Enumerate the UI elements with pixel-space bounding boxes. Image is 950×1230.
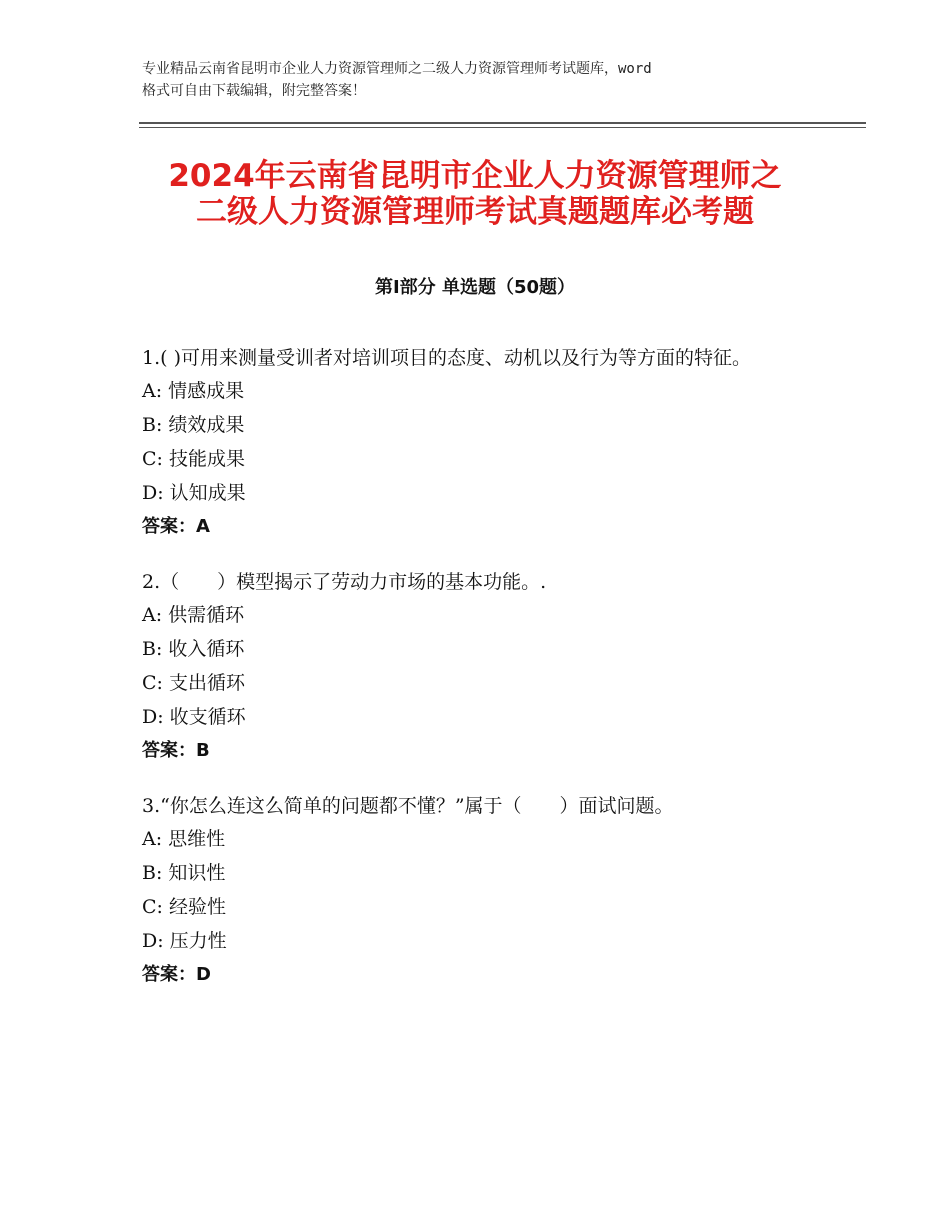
question-stem: 2.（ ）模型揭示了劳动力市场的基本功能。.	[142, 571, 547, 593]
option-a: A: 思维性	[142, 828, 226, 850]
answer: 答案：B	[142, 740, 210, 761]
option-b: B: 收入循环	[142, 638, 245, 660]
answer: 答案：D	[142, 964, 211, 985]
option-a: A: 供需循环	[142, 604, 245, 626]
option-d: D: 收支循环	[142, 706, 246, 728]
option-d: D: 压力性	[142, 930, 227, 952]
option-b: B: 知识性	[142, 862, 226, 884]
header-note-line-2: 格式可自由下载编辑，附完整答案！	[142, 83, 366, 99]
question-2	[142, 566, 822, 768]
question-3	[142, 790, 822, 992]
document-title-line-1: 2024年云南省昆明市企业人力资源管理师之	[168, 158, 782, 194]
option-a: A: 情感成果	[142, 380, 245, 402]
option-c: C: 支出循环	[142, 672, 245, 694]
section-title: 第Ⅰ部分 单选题（50题）	[374, 277, 575, 298]
document-title-line-2: 二级人力资源管理师考试真题题库必考题	[196, 194, 754, 230]
header-note	[142, 58, 822, 102]
answer: 答案：A	[142, 516, 210, 537]
question-stem: 3.“你怎么连这么简单的问题都不懂？”属于（ ）面试问题。	[142, 795, 674, 817]
document-title	[100, 158, 850, 230]
header-rule-thin	[139, 127, 866, 128]
header-note-line-1: 专业精品云南省昆明市企业人力资源管理师之二级人力资源管理师考试题库，word	[142, 61, 652, 77]
question-list	[142, 342, 822, 1014]
option-d: D: 认知成果	[142, 482, 246, 504]
option-c: C: 技能成果	[142, 448, 245, 470]
question-1	[142, 342, 822, 544]
question-stem: 1.( )可用来测量受训者对培训项目的态度、动机以及行为等方面的特征。	[142, 347, 751, 369]
option-b: B: 绩效成果	[142, 414, 245, 436]
option-c: C: 经验性	[142, 896, 226, 918]
header-rule-thick	[139, 122, 866, 124]
